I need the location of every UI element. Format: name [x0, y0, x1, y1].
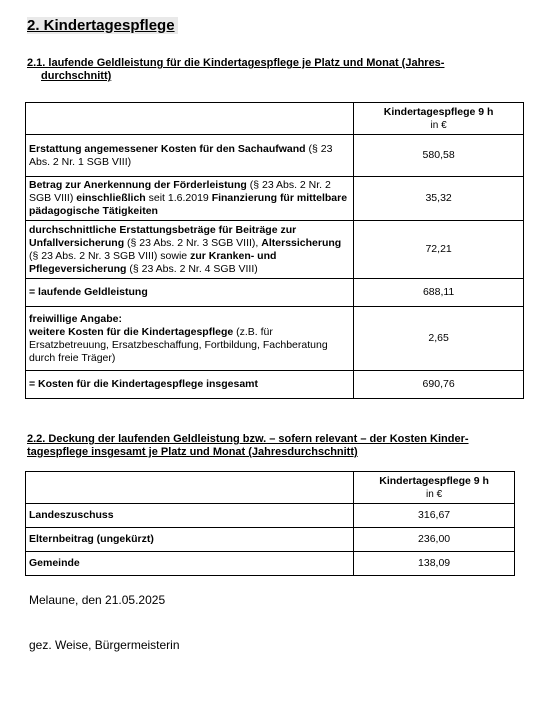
row-label: Landeszuschuss	[26, 504, 354, 528]
table-row	[26, 135, 524, 177]
table-row	[26, 177, 524, 221]
row-label-part: (§ 23 Abs. 2 Nr. 3 SGB VIII),	[124, 236, 262, 249]
place-date: Melaune, den 21.05.2025	[29, 593, 166, 607]
column-header-label: Kindertagespflege 9 h	[379, 474, 489, 487]
table-deckung	[25, 471, 515, 576]
row-label	[26, 279, 354, 307]
row-label-part: einschließlich	[76, 192, 146, 204]
column-header	[354, 103, 524, 135]
table-laufende-geldleistung	[25, 102, 524, 399]
row-label	[26, 221, 354, 279]
subsection-heading-line1: 2.1. laufende Geldleistung für die Kindertagespflege je Platz und Monat (Jahres-	[27, 57, 445, 69]
section-title: 2. Kindertagespflege	[27, 17, 178, 34]
table-row	[26, 504, 515, 528]
table-row	[26, 307, 524, 371]
column-header	[354, 472, 515, 504]
row-label-part: weitere Kosten für die Kindertagespflege	[29, 325, 234, 338]
subsection-heading-2-1	[27, 57, 444, 83]
header-empty-cell	[26, 472, 354, 504]
subsection-heading-2-2	[27, 433, 469, 459]
table-row	[26, 371, 524, 399]
row-label-part: Erstattung angemessener Kosten für den Sachaufwand	[29, 142, 306, 155]
row-label: Elternbeitrag (ungekürzt)	[26, 528, 354, 552]
table-row	[26, 279, 524, 307]
row-label-part: durchschnittliche Erstattungsbeträge für Beiträge zur Unfallversicherung	[29, 223, 297, 249]
row-label-part: (z.B. für Ersatzbetreuung, Ersatzbeschaffung, Fortbildung, Fachberatung durch freie Träger)	[29, 325, 328, 364]
subsection-heading-line2: tagespflege insgesamt je Platz und Monat (Jahresdurchschnitt)	[27, 446, 358, 458]
table-row	[26, 552, 515, 576]
row-label-part: zur Kranken- und Pflegeversicherung	[29, 249, 277, 275]
row-label-part: seit 1.6.2019	[145, 192, 212, 204]
column-header-unit: in €	[426, 488, 443, 500]
row-value: 72,21	[354, 221, 524, 279]
row-label-part: (§ 23 Abs. 2 Nr. 1 SGB VIII)	[29, 142, 333, 168]
row-value: 580,58	[354, 135, 524, 177]
column-header-unit: in €	[430, 119, 447, 131]
row-label-part: = Kosten für die Kindertagespflege insgesamt	[29, 378, 259, 390]
row-label-part: = laufende Geldleistung	[29, 286, 148, 298]
row-label-part: Alterssicherung	[261, 236, 342, 249]
row-label	[26, 307, 354, 371]
row-value: 138,09	[354, 552, 515, 576]
row-value: 688,11	[354, 279, 524, 307]
row-value: 316,67	[354, 504, 515, 528]
column-header-label: Kindertagespflege 9 h	[383, 105, 494, 118]
row-value: 2,65	[354, 307, 524, 371]
header-empty-cell	[26, 103, 354, 135]
row-value: 35,32	[354, 177, 524, 221]
table-row	[26, 221, 524, 279]
subsection-heading-line2: durchschnitt)	[41, 70, 112, 82]
signature: gez. Weise, Bürgermeisterin	[29, 638, 180, 652]
table-row	[26, 528, 515, 552]
row-label	[26, 135, 354, 177]
row-value: 690,76	[354, 371, 524, 399]
row-value: 236,00	[354, 528, 515, 552]
row-label-part: (§ 23 Abs. 2 Nr. 3 SGB VIII) sowie	[29, 249, 191, 262]
row-label	[26, 177, 354, 221]
row-label-part: (§ 23 Abs. 2 Nr. 2 SGB VIII)	[29, 179, 331, 204]
table-header-row	[26, 103, 524, 135]
row-label	[26, 371, 354, 399]
subsection-heading-line1: 2.2. Deckung der laufenden Geldleistung bzw. – sofern relevant – der Kosten Kinder-	[27, 433, 469, 445]
row-label-part: (§ 23 Abs. 2 Nr. 4 SGB VIII)	[126, 262, 258, 275]
row-label: Gemeinde	[26, 552, 354, 576]
row-label-part: Finanzierung für mittelbare pädagogische Tätigkeiten	[29, 192, 348, 217]
row-label-part: freiwillige Angabe:	[29, 312, 122, 325]
table-header-row	[26, 472, 515, 504]
row-label-part: Betrag zur Anerkennung der Förderleistung	[29, 179, 247, 191]
